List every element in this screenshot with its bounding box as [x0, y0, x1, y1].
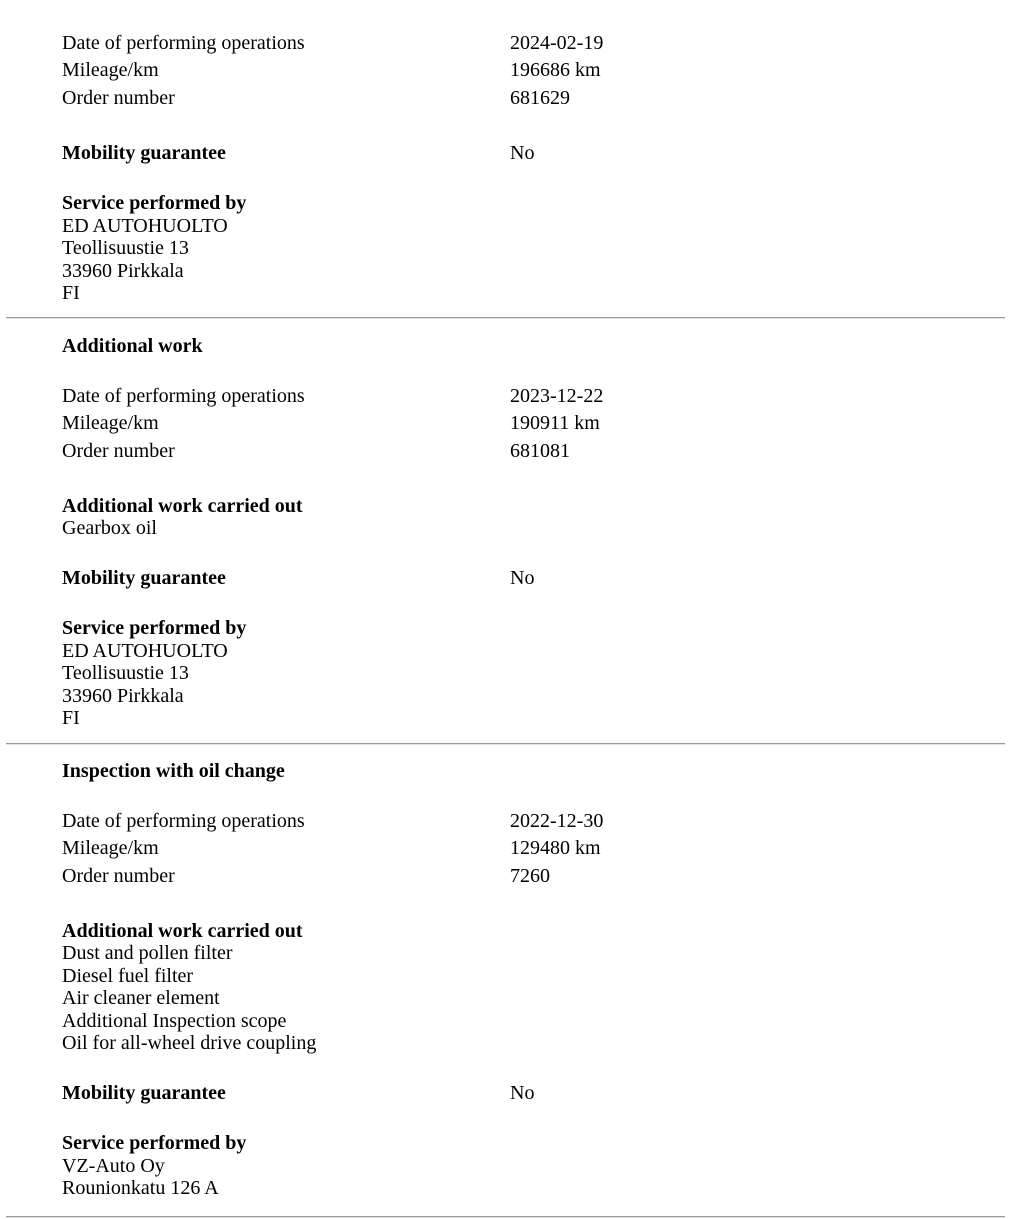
- additional-work-item: Air cleaner element: [62, 987, 220, 1009]
- service-performed-by-label: Service performed by: [62, 617, 247, 639]
- service-title: Additional work: [62, 335, 203, 357]
- provider-country: FI: [62, 707, 80, 729]
- provider-street: Teollisuustie 13: [62, 662, 189, 684]
- order-number-value: 7260: [510, 865, 550, 887]
- mobility-guarantee-label: Mobility guarantee: [62, 142, 226, 164]
- section-divider: [6, 743, 1005, 745]
- mobility-guarantee-label: Mobility guarantee: [62, 567, 226, 589]
- provider-country: FI: [62, 282, 80, 304]
- additional-work-item: Gearbox oil: [62, 517, 157, 539]
- mobility-guarantee-value: No: [510, 1082, 535, 1104]
- provider-name: ED AUTOHUOLTO: [62, 215, 228, 237]
- date-value: 2024-02-19: [510, 32, 604, 54]
- provider-name: ED AUTOHUOLTO: [62, 640, 228, 662]
- date-label: Date of performing operations: [62, 810, 305, 832]
- mileage-label: Mileage/km: [62, 412, 159, 434]
- additional-work-item: Oil for all-wheel drive coupling: [62, 1032, 317, 1054]
- mileage-value: 196686 km: [510, 59, 601, 81]
- additional-work-item: Additional Inspection scope: [62, 1010, 287, 1032]
- order-number-value: 681629: [510, 87, 570, 109]
- service-performed-by-label: Service performed by: [62, 1132, 247, 1154]
- additional-work-item: Dust and pollen filter: [62, 942, 233, 964]
- additional-work-label: Additional work carried out: [62, 920, 303, 942]
- provider-street: Rounionkatu 126 A: [62, 1177, 219, 1199]
- mobility-guarantee-value: No: [510, 142, 535, 164]
- order-number-label: Order number: [62, 865, 175, 887]
- mileage-value: 129480 km: [510, 837, 601, 859]
- additional-work-label: Additional work carried out: [62, 495, 303, 517]
- mileage-value: 190911 km: [510, 412, 600, 434]
- service-title: Inspection with oil change: [62, 760, 285, 782]
- date-label: Date of performing operations: [62, 385, 305, 407]
- provider-street: Teollisuustie 13: [62, 237, 189, 259]
- date-value: 2023-12-22: [510, 385, 604, 407]
- section-divider: [6, 317, 1005, 319]
- order-number-value: 681081: [510, 440, 570, 462]
- service-performed-by-label: Service performed by: [62, 192, 247, 214]
- mileage-label: Mileage/km: [62, 837, 159, 859]
- mobility-guarantee-value: No: [510, 567, 535, 589]
- provider-city: 33960 Pirkkala: [62, 685, 184, 707]
- date-value: 2022-12-30: [510, 810, 604, 832]
- date-label: Date of performing operations: [62, 32, 305, 54]
- mileage-label: Mileage/km: [62, 59, 159, 81]
- mobility-guarantee-label: Mobility guarantee: [62, 1082, 226, 1104]
- provider-city: 33960 Pirkkala: [62, 260, 184, 282]
- order-number-label: Order number: [62, 87, 175, 109]
- section-divider: [6, 1216, 1005, 1218]
- additional-work-item: Diesel fuel filter: [62, 965, 194, 987]
- order-number-label: Order number: [62, 440, 175, 462]
- provider-name: VZ-Auto Oy: [62, 1155, 165, 1177]
